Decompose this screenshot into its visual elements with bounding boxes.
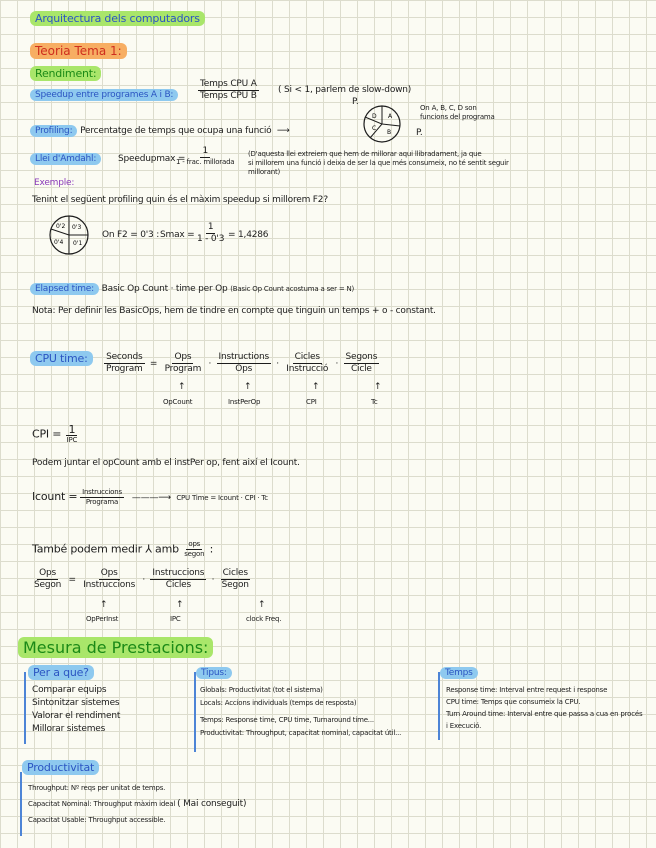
productivitat-bar [20,772,22,836]
pie-slice-c: C [372,125,377,132]
list-item: Globals: Productivitat (tot el sistema) [200,686,323,694]
cpu-time-formula: $\frac{\text{Seconds}}{\text{Program}}$ = $\frac{\text{Ops}}{\text{Program}}$ · $\frac{\text{Instructions}}{\text{Ops}}$ · $\frac{\text{Cicles}}{\text{Instrucció}}$ · $\frac{\text{Segons}}{\text{Cicle}}$ [106,352,378,374]
arrow-up-icon: ↑ [374,382,382,392]
pie-note: On A, B, C, D son funcions del programa [420,104,495,121]
arrow-up-icon: ↑ [100,600,108,610]
section-heading: Teoria Tema 1: [30,44,127,58]
list-item: Turn Around time: Interval entre que passa a cua en procés [446,710,643,718]
icount-row: Icount = $\frac{\text{Instruccions}}{\text{Programa}}$ ———⟶ CPU Time = Icount · CPI · Tc [32,488,268,506]
pie-slice-a: A [388,113,393,120]
example-fraction: $\frac{1}{1 - 0'3}$ [197,222,225,244]
list-item: Locals: Accions individuals (temps de resposta) [200,699,357,707]
amdahl-fraction: $\frac{1}{\text{1 - frac. millorada}}$ [176,146,235,166]
tipus-bar [194,672,196,752]
arrow-up-icon: ↑ [258,600,266,610]
pie-p-top: P. [352,97,359,107]
sub-ipc: IPC [170,615,181,623]
profiling-pie-icon [48,214,90,256]
pie-p-bottom: P. [416,128,423,138]
speedup-note: ( Si < 1, parlem de slow-down) [278,85,412,95]
tipus-list [200,684,401,740]
per-que-list [32,684,120,736]
list-item: i Execució. [446,722,482,730]
amdahl-note: (D'aquesta llei extreiem que hem de millorar aqui llibradament, ja que si millorem una funció i deixa de ser la que més consumeix, no té sentit seguir millorant) [248,150,509,176]
amdahl-label: Llei d'Amdahl: [30,154,101,165]
arrow-up-icon: ↑ [312,382,320,392]
per-que-bar [24,672,26,744]
list-item: Productivitat: Throughput, capacitat nominal, capacitat útil... [200,729,402,737]
mesura-heading: Mesura de Prestacions: [18,638,213,657]
list-item: Throughput: Nº reqs per unitat de temps. [28,784,166,792]
pie-slice-2: 0'1 [73,240,83,247]
pie-slice-d: D [372,113,377,120]
pie-slice-1: 0'3 [72,224,82,231]
functions-pie-icon [362,104,402,144]
sub-tc: Tc [371,398,378,406]
temps-label: Temps [440,668,478,679]
speedup-fraction: $\frac{\text{Temps CPU A}}{\text{Temps CPU B}}$ [200,79,257,101]
page-title: Arquitectura dels computadors [30,13,205,24]
sub-cpi: CPI [306,398,317,406]
list-item: Capacitat Nominal: Throughput màxim ideal ( Mai conseguit) [28,799,247,809]
list-item: Response time: Interval entre request i response [446,686,608,694]
arrow-up-icon: ↑ [178,382,186,392]
example-result: = 1,4286 [228,230,269,240]
list-item: Capacitat Usable: Throughput accessible. [28,816,166,824]
per-que-label: Per a que? [28,667,94,678]
also-row: També podem medir ⅄ amb $\frac{\text{ops}}{\text{segon}}$ : [32,540,214,558]
list-item: Temps: Response time, CPU time, Turnaround time... [200,716,374,724]
productivitat-label: Productivitat [22,762,99,773]
arrow-up-icon: ↑ [244,382,252,392]
example-label: Exemple: [34,178,75,188]
cpi-row: CPI = $\frac{1}{\text{IPC}}$ [32,423,78,444]
list-item: Comparar equips [32,685,107,695]
pie-slice-4: 0'2 [56,223,66,230]
sub-clock-freq: clock Freq. [246,615,282,623]
example-given: On F2 = 0'3 : [102,230,160,240]
pie-slice-3: 0'4 [54,239,64,246]
amdahl-speedup-label: Speedupmax = [118,154,186,164]
temps-bar [438,672,440,740]
example-smax: Smax = [160,230,195,240]
list-item: Valorar el rendiment [32,711,121,721]
tipus-label: Tipus: [196,668,232,679]
elapsed-row: Elapsed time: Basic Op Count · time per Op (Basic Op Count acostuma a ser = N) [30,284,354,295]
rendiment-label: Rendiment: [30,68,101,79]
arrow-up-icon: ↑ [176,600,184,610]
profiling-row: Profiling: Percentatge de temps que ocupa una funció ⟶ [30,126,290,137]
join-text: Podem juntar el opCount amb el instPer op, fent així el Icount. [32,458,300,468]
sub-opperinst: OpPerInst [86,615,119,623]
elapsed-note: Nota: Per definir les BasicOps, hem de tindre en compte que tinguin un temps + o - constant. [32,306,436,316]
example-question: Tenint el següent profiling quin és el màxim speedup si millorem F2? [32,195,328,205]
productivitat-list [28,780,246,828]
list-item: CPU time: Temps que consumeix la CPU. [446,698,581,706]
list-item: Millorar sistemes [32,724,106,734]
list-item: Sintonitzar sistemes [32,698,120,708]
sub-instperop: InstPerOp [228,398,261,406]
ops-segon-formula: $\frac{\text{Ops}}{\text{Segon}}$ = $\frac{\text{Ops}}{\text{Instruccions}}$ · $\frac{\text{Instruccions}}{\text{Cicles}}$ · $\frac{\text{Cicles}}{\text{Segon}}$ [34,568,249,590]
cpu-time-label: CPU time: [30,353,93,364]
temps-list [446,684,642,732]
pie-slice-b: B [387,129,392,136]
speedup-row: Speedup entre programes A i B: [30,90,178,101]
sub-opcount: OpCount [163,398,193,406]
